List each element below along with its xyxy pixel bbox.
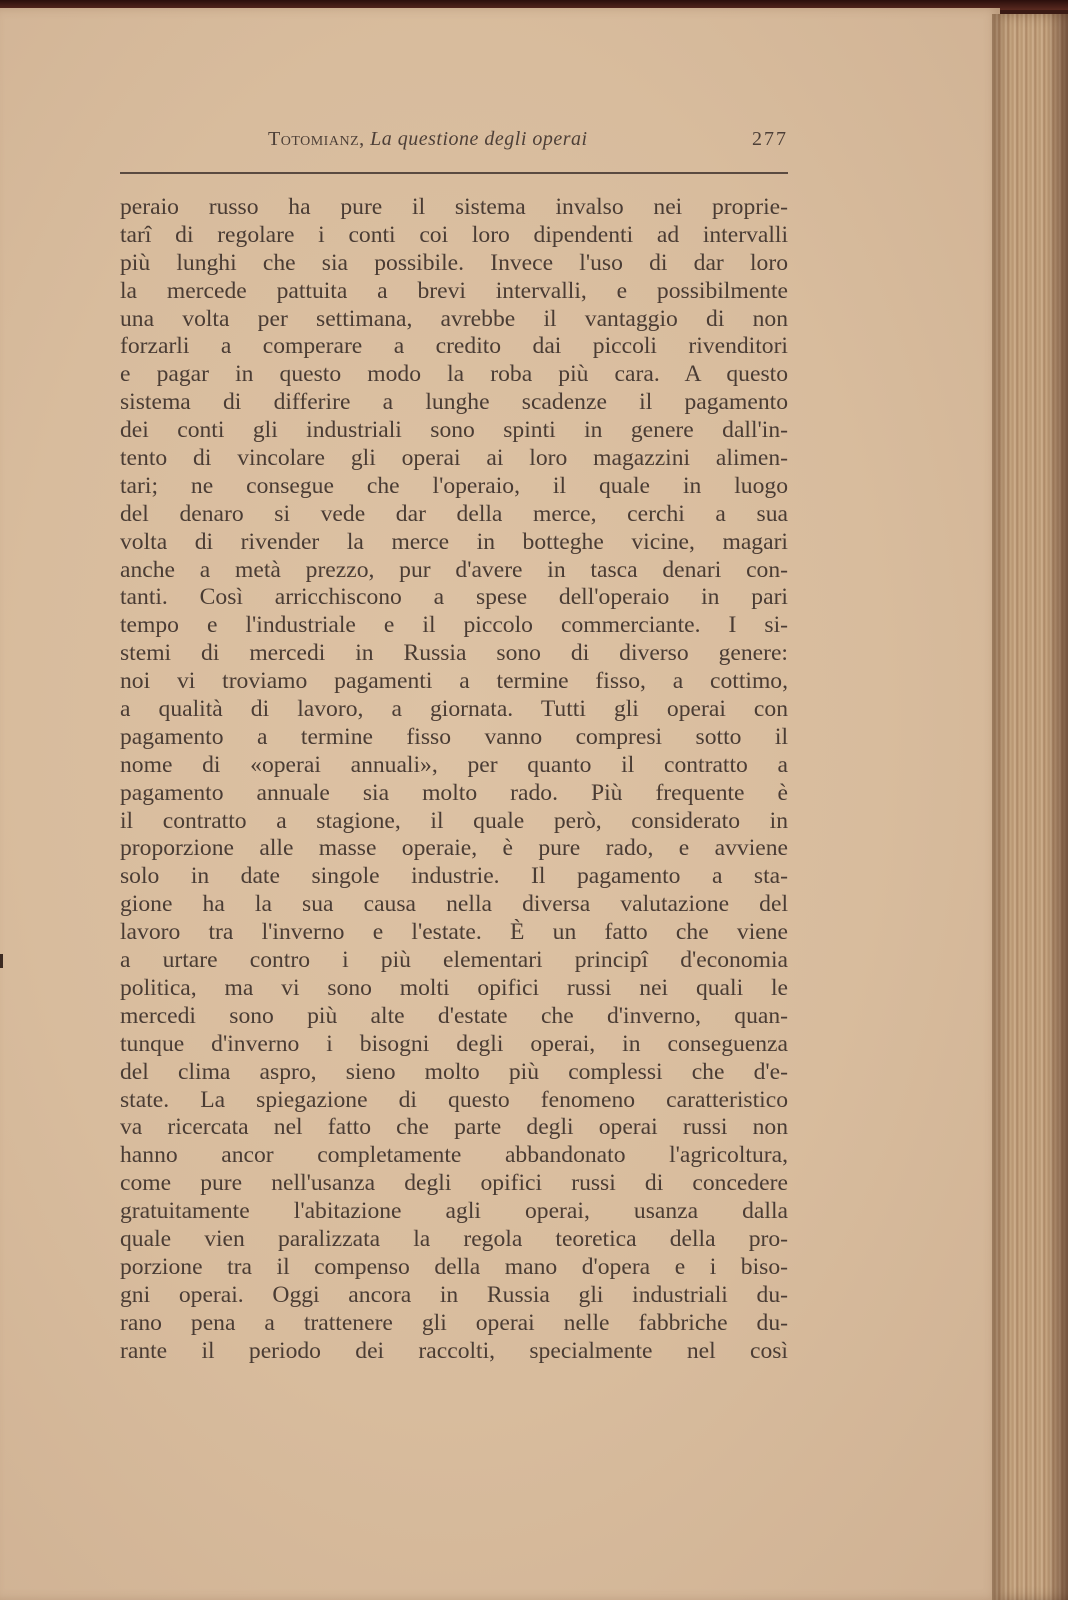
text-line: più lunghi che sia possibile. Invece l'uso di dar loro [120, 249, 788, 276]
text-line: anche a metà prezzo, pur d'avere in tasca denari con- [120, 556, 788, 583]
text-line: e pagar in questo modo la roba più cara. A questo [120, 361, 788, 388]
text-line: nome di «operai annuali», per quanto il contratto a [120, 751, 788, 778]
text-line: lavoro tra l'inverno e l'estate. È un fatto che viene [120, 919, 788, 946]
text-line: tunque d'inverno i bisogni degli operai, in conseguenza [120, 1030, 788, 1057]
text-line: proporzione alle masse operaie, è pure rado, e avviene [120, 835, 788, 862]
text-line: come pure nell'usanza degli opifici russi di concedere [120, 1170, 788, 1197]
text-line: mercedi sono più alte d'estate che d'inverno, quan- [120, 1002, 788, 1029]
text-line: tempo e l'industriale e il piccolo commerciante. I si- [120, 612, 788, 639]
text-line: del clima aspro, sieno molto più complessi che d'e- [120, 1058, 788, 1085]
text-line: gratuitamente l'abitazione agli operai, usanza dalla [120, 1198, 788, 1225]
page-number: 277 [752, 128, 788, 150]
header-title: La questione degli operai [370, 128, 588, 150]
text-line: va ricercata nel fatto che parte degli operai russi non [120, 1114, 788, 1141]
text-line: quale vien paralizzata la regola teoretica della pro- [120, 1225, 788, 1252]
text-line: hanno ancor completamente abbandonato l'agricoltura, [120, 1142, 788, 1169]
text-line: tento di vincolare gli operai ai loro magazzini alimen- [120, 445, 788, 472]
text-line: solo in date singole industrie. Il pagamento a sta- [120, 863, 788, 890]
text-line: a urtare contro i più elementari principî d'economia [120, 947, 788, 974]
text-line: del denaro si vede dar della merce, cerchi a sua [120, 500, 788, 527]
text-line: porzione tra il compenso della mano d'opera e i biso- [120, 1253, 788, 1280]
text-line: a qualità di lavoro, a giornata. Tutti gli operai con [120, 696, 788, 723]
text-line: dei conti gli industriali sono spinti in genere dall'in- [120, 417, 788, 444]
text-line: forzarli a comperare a credito dai piccoli rivenditori [120, 333, 788, 360]
text-line: tarî di regolare i conti coi loro dipendenti ad intervalli [120, 221, 788, 248]
text-line: pagamento a termine fisso vanno compresi sotto il [120, 723, 788, 750]
text-line: politica, ma vi sono molti opifici russi nei quali le [120, 974, 788, 1001]
text-line: pagamento annuale sia molto rado. Più frequente è [120, 779, 788, 806]
text-line: una volta per settimana, avrebbe il vantaggio di non [120, 305, 788, 332]
text-line: peraio russo ha pure il sistema invalso nei proprie- [120, 194, 788, 220]
text-line: stemi di mercedi in Russia sono di diverso genere: [120, 640, 788, 667]
text-line: il contratto a stagione, il quale però, considerato in [120, 807, 788, 834]
running-head [120, 128, 788, 158]
text-line: rano pena a trattenere gli operai nelle fabbriche du- [120, 1309, 788, 1336]
text-line: tanti. Così arricchiscono a spese dell'operaio in pari [120, 584, 788, 611]
running-head-text [268, 128, 588, 151]
margin-mark [0, 954, 3, 968]
text-line: tari; ne consegue che l'operaio, il quale in luogo [120, 472, 788, 499]
text-line: gni operai. Oggi ancora in Russia gli industriali du- [120, 1281, 788, 1308]
text-line: gione ha la sua causa nella diversa valutazione del [120, 891, 788, 918]
text-line: rante il periodo dei raccolti, specialmente nel così [120, 1337, 788, 1364]
text-line: la mercede pattuita a brevi intervalli, e possibilmente [120, 277, 788, 304]
header-rule [120, 172, 788, 174]
text-line: volta di rivender la merce in botteghe vicine, magari [120, 528, 788, 555]
page-edges [992, 14, 1068, 1600]
text-line: sistema di differire a lunghe scadenze il pagamento [120, 389, 788, 416]
text-line: state. La spiegazione di questo fenomeno caratteristico [120, 1086, 788, 1113]
body-text [120, 194, 788, 1365]
header-author: Totomianz, [268, 128, 365, 150]
text-line: noi vi troviamo pagamenti a termine fisso, a cottimo, [120, 668, 788, 695]
